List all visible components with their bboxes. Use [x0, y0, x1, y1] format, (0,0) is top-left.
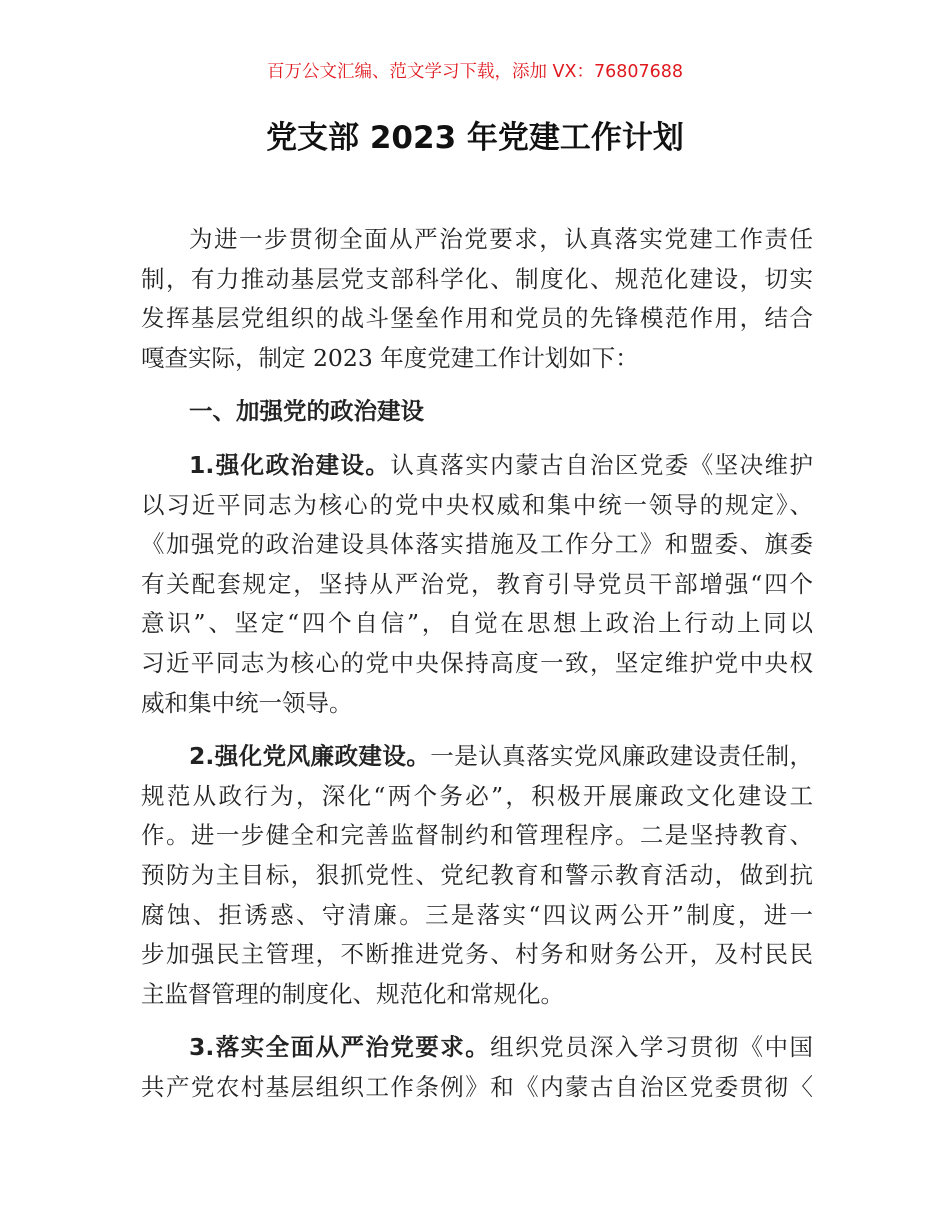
text-line	[141, 525, 813, 565]
text-line	[141, 644, 813, 684]
line-text: 习近平同志为核心的党中央保持高度一致，坚定维护党中央权	[141, 648, 813, 677]
text-line	[141, 777, 813, 817]
line-text: 步加强民主管理，不断推进党务、村务和财务公开，及村民民	[141, 940, 813, 969]
text-line	[141, 684, 813, 724]
line-text: 主监督管理的制度化、规范化和常规化。	[141, 979, 564, 1008]
text-line	[141, 935, 813, 975]
line-text: 《加强党的政治建设具体落实措施及工作分工》和盟委、旗委	[141, 530, 813, 559]
text-line	[141, 604, 813, 644]
section-heading	[141, 392, 813, 432]
text-line	[141, 1028, 813, 1068]
text-line	[141, 816, 813, 856]
text-line	[141, 446, 813, 486]
line-text: 作。进一步健全和完善监督制约和管理程序。二是坚持教育、	[141, 821, 813, 850]
paragraph	[141, 737, 813, 1014]
text-line	[141, 896, 813, 936]
paragraph-lead: 1.强化政治建设。	[189, 450, 391, 479]
text-line	[141, 856, 813, 896]
line-text: 以习近平同志为核心的党中央权威和集中统一领导的规定》、	[141, 490, 813, 519]
text-line	[141, 737, 813, 777]
text-line	[141, 220, 813, 260]
watermark-banner: 百万公文汇编、范文学习下载，添加 VX：76807688	[266, 62, 684, 82]
paragraph	[141, 1028, 813, 1107]
line-text: 嘎查实际，制定 2023 年度党建工作计划如下：	[141, 343, 639, 372]
document-body	[141, 220, 813, 1121]
line-text: 一、加强党的政治建设	[189, 397, 424, 426]
line-text: 为进一步贯彻全面从严治党要求，认真落实党建工作责任	[189, 225, 813, 253]
line-text: 有关配套规定，坚持从严治党，教育引导党员干部增强“四个	[141, 569, 813, 598]
line-text: 腐蚀、拒诱惑、守清廉。三是落实“四议两公开”制度，进一	[141, 900, 813, 929]
paragraph-lead: 3.落实全面从严治党要求。	[189, 1033, 491, 1062]
paragraph	[141, 220, 813, 378]
line-text: 共产党农村基层组织工作条例》和《内蒙古自治区党委贯彻〈	[141, 1072, 813, 1101]
paragraph-lead: 2.强化党风廉政建设。	[189, 742, 431, 771]
document-title: 党支部 2023 年党建工作计划	[266, 120, 684, 156]
text-line	[141, 299, 813, 339]
line-text: 组织党员深入学习贯彻《中国	[490, 1033, 813, 1062]
line-text: 意识”、坚定“四个自信”，自觉在思想上政治上行动上同以	[141, 609, 813, 638]
line-text: 认真落实内蒙古自治区党委《坚决维护	[390, 450, 814, 479]
line-text: 规范从政行为，深化“两个务必”，积极开展廉政文化建设工	[141, 781, 813, 810]
line-text: 威和集中统一领导。	[141, 688, 353, 717]
text-line	[141, 975, 813, 1015]
text-line	[141, 392, 813, 432]
text-line	[141, 260, 813, 300]
text-line	[141, 1068, 813, 1108]
line-text: 一是认真落实党风廉政建设责任制，	[430, 742, 814, 771]
line-text: 制，有力推动基层党支部科学化、制度化、规范化建设，切实	[141, 264, 813, 293]
text-line	[141, 565, 813, 605]
text-line	[141, 486, 813, 526]
line-text: 发挥基层党组织的战斗堡垒作用和党员的先锋模范作用，结合	[141, 304, 813, 333]
text-line	[141, 339, 813, 379]
line-text: 预防为主目标，狠抓党性、党纪教育和警示教育活动，做到抗	[141, 860, 813, 889]
paragraph	[141, 446, 813, 723]
